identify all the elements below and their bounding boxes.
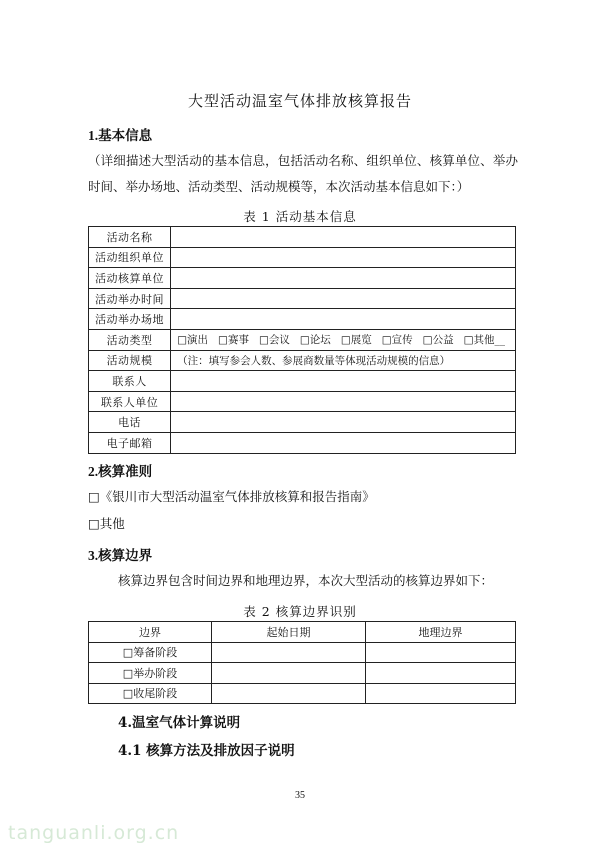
section4-1-heading: 4.1 核算方法及排放因子说明 <box>118 743 295 759</box>
table2-caption: 表 2 核算边界识别 <box>243 604 357 619</box>
activity-type-option[interactable]: □会议 <box>258 334 290 347</box>
boundary-header-cell: 边界 <box>89 622 212 643</box>
boundary-row <box>89 683 516 704</box>
section3-heading <box>88 544 152 564</box>
info-row <box>89 288 516 309</box>
document-title: 大型活动温室气体排放核算报告 <box>187 92 412 110</box>
info-value-cell[interactable] <box>171 247 516 268</box>
info-label: 联系人 <box>89 371 171 392</box>
info-row <box>89 329 516 350</box>
info-value-cell[interactable] <box>171 391 516 412</box>
section1-title: 基本信息 <box>98 128 153 144</box>
activity-type-option[interactable]: □赛事 <box>218 334 249 347</box>
section3-number: 3. <box>88 548 99 563</box>
info-row <box>89 391 516 412</box>
info-value-cell[interactable] <box>171 309 516 330</box>
info-row <box>89 227 516 248</box>
start-date-cell[interactable] <box>212 642 366 663</box>
info-label: 活动举办场地 <box>89 309 171 330</box>
info-row <box>89 432 516 453</box>
section2-title: 核算准则 <box>98 464 153 480</box>
boundary-stage-option[interactable]: □筹备阶段 <box>89 642 212 663</box>
basic-info-table <box>88 226 516 454</box>
section2-heading <box>88 460 152 480</box>
info-row <box>89 247 516 268</box>
info-value-cell[interactable] <box>171 371 516 392</box>
info-value-cell[interactable] <box>171 288 516 309</box>
boundary-header-row <box>89 622 516 643</box>
boundary-stage-option[interactable]: □举办阶段 <box>89 663 212 684</box>
geo-boundary-cell[interactable] <box>366 642 516 663</box>
info-value-cell[interactable] <box>171 268 516 289</box>
section3-paragraph: 核算边界包含时间边界和地理边界，本次大型活动的核算边界如下： <box>118 573 494 588</box>
start-date-cell[interactable] <box>212 663 366 684</box>
geo-boundary-cell[interactable] <box>366 683 516 704</box>
watermark: tanguanli.org.cn <box>8 822 180 844</box>
geo-boundary-cell[interactable] <box>366 663 516 684</box>
section4-heading: 4.温室气体计算说明 <box>118 715 241 731</box>
section1-heading <box>88 124 152 144</box>
boundary-header-cell: 起始日期 <box>212 622 366 643</box>
info-row <box>89 268 516 289</box>
boundary-table <box>88 621 516 704</box>
info-label: 活动类型 <box>89 329 171 350</box>
boundary-header-cell: 地理边界 <box>366 622 516 643</box>
info-label: 电子邮箱 <box>89 432 171 453</box>
activity-type-option[interactable]: □展览 <box>340 334 372 347</box>
info-label: 活动规模 <box>89 350 171 371</box>
info-row <box>89 412 516 433</box>
info-row <box>89 309 516 330</box>
table1-caption: 表 1 活动基本信息 <box>243 209 357 224</box>
info-value-cell[interactable] <box>171 412 516 433</box>
section3-title: 核算边界 <box>98 548 153 564</box>
info-label: 活动核算单位 <box>89 268 171 289</box>
standard-option-other[interactable]: □其他 <box>88 516 125 531</box>
info-value-cell[interactable] <box>171 329 516 350</box>
boundary-row <box>89 663 516 684</box>
start-date-cell[interactable] <box>212 683 366 704</box>
activity-type-option[interactable]: □公益 <box>422 334 454 347</box>
page-number: 35 <box>295 790 305 801</box>
section2-number: 2. <box>88 464 99 479</box>
boundary-row <box>89 642 516 663</box>
info-value-cell[interactable] <box>171 432 516 453</box>
activity-type-option[interactable]: □其他__ <box>463 334 505 347</box>
info-value-cell[interactable] <box>171 227 516 248</box>
info-row <box>89 350 516 371</box>
boundary-stage-option[interactable]: □收尾阶段 <box>89 683 212 704</box>
info-label: 联系人单位 <box>89 391 171 412</box>
info-label: 活动组织单位 <box>89 247 171 268</box>
info-label: 电话 <box>89 412 171 433</box>
section1-number: 1. <box>88 128 99 143</box>
activity-type-option[interactable]: □宣传 <box>381 334 413 347</box>
activity-type-option[interactable]: □演出 <box>177 334 209 347</box>
info-value-cell[interactable]: （注：填写参会人数、参展商数量等体现活动规模的信息） <box>171 350 516 371</box>
activity-type-option[interactable]: □论坛 <box>299 334 331 347</box>
info-row <box>89 371 516 392</box>
standard-option-guide[interactable]: □《银川市大型活动温室气体排放核算和报告指南》 <box>88 489 375 504</box>
info-label: 活动名称 <box>89 227 171 248</box>
section1-paragraph: （详细描述大型活动的基本信息，包括活动名称、组织单位、核算单位、举办时间、举办场地、活动类型、活动规模等，本次活动基本信息如下：） <box>88 153 518 194</box>
info-label: 活动举办时间 <box>89 288 171 309</box>
